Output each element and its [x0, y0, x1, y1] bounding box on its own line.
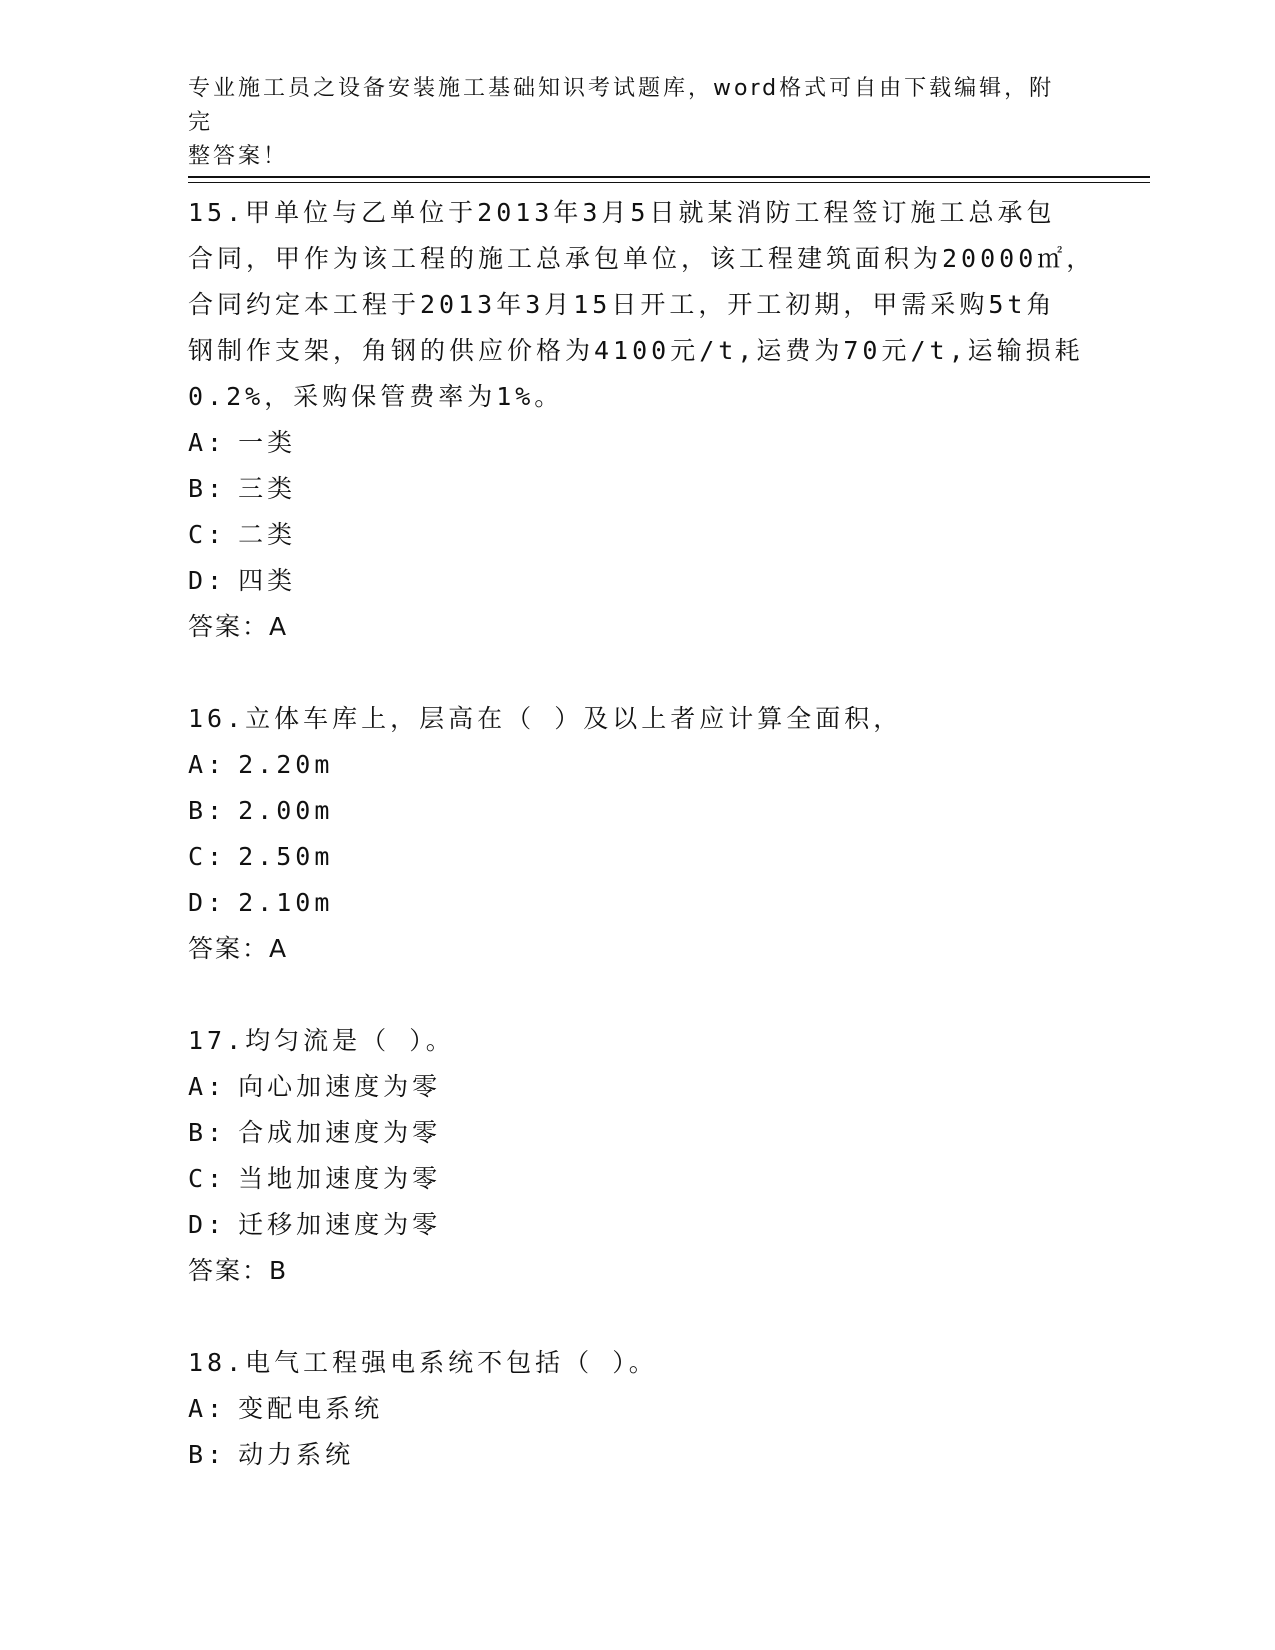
- option-text: 当地加速度为零: [238, 1164, 442, 1193]
- document-header: [188, 72, 1068, 174]
- option-label: B:: [188, 474, 227, 503]
- option-d: [188, 880, 1088, 926]
- option-text: 二类: [238, 520, 297, 549]
- option-a: [188, 1064, 1088, 1110]
- option-a: [188, 742, 1088, 788]
- option-text: 向心加速度为零: [238, 1072, 442, 1101]
- question-stem-line: 钢制作支架，角钢的供应价格为4100元/t,运费为70元/t,运输损耗: [188, 336, 1084, 365]
- option-text: 迁移加速度为零: [238, 1210, 442, 1239]
- option-label: B:: [188, 1118, 227, 1147]
- option-text: 合成加速度为零: [238, 1118, 442, 1147]
- option-text: 2.00m: [238, 796, 334, 825]
- header-line-2: 整答案！: [188, 144, 289, 169]
- option-label: D:: [188, 888, 227, 917]
- option-text: 三类: [238, 474, 297, 503]
- question-list: [188, 190, 1096, 1524]
- question-stem-line: 18.电气工程强电系统不包括（ ）。: [188, 1348, 658, 1377]
- option-text: 2.10m: [238, 888, 334, 917]
- option-text: 动力系统: [238, 1440, 355, 1469]
- option-label: D:: [188, 566, 227, 595]
- question-stem-line: 17.均匀流是（ ）。: [188, 1026, 455, 1055]
- option-text: 四类: [238, 566, 297, 595]
- option-label: A:: [188, 1394, 227, 1423]
- option-c: [188, 1156, 1088, 1202]
- option-label: C:: [188, 842, 227, 871]
- question-stem-line: 0.2%，采购保管费率为1%。: [188, 382, 564, 411]
- question-15: [188, 190, 1096, 650]
- option-a: [188, 420, 1088, 466]
- option-b: [188, 466, 1088, 512]
- option-b: [188, 788, 1088, 834]
- answer-line: 答案：A: [188, 934, 289, 963]
- option-label: A:: [188, 428, 227, 457]
- option-b: [188, 1432, 1088, 1478]
- option-b: [188, 1110, 1088, 1156]
- question-16: [188, 696, 1088, 972]
- option-text: 2.50m: [238, 842, 334, 871]
- option-d: [188, 1202, 1088, 1248]
- option-label: C:: [188, 1164, 227, 1193]
- header-line-1: 专业施工员之设备安装施工基础知识考试题库，word格式可自由下载编辑，附完: [188, 76, 1055, 135]
- option-label: A:: [188, 1072, 227, 1101]
- option-label: D:: [188, 1210, 227, 1239]
- header-divider-thick: [188, 176, 1150, 178]
- question-stem-line: 合同，甲作为该工程的施工总承包单位，该工程建筑面积为20000㎡，: [188, 244, 1096, 273]
- option-c: [188, 512, 1088, 558]
- option-text: 一类: [238, 428, 297, 457]
- question-stem-line: 合同约定本工程于2013年3月15日开工，开工初期，甲需采购5t角: [188, 290, 1056, 319]
- option-a: [188, 1386, 1088, 1432]
- question-stem-line: 16.立体车库上，层高在（ ）及以上者应计算全面积，: [188, 704, 903, 733]
- option-text: 变配电系统: [238, 1394, 384, 1423]
- question-17: [188, 1018, 1088, 1294]
- answer-line: 答案：B: [188, 1256, 289, 1285]
- answer-line: 答案：A: [188, 612, 289, 641]
- option-label: B:: [188, 796, 227, 825]
- option-text: 2.20m: [238, 750, 334, 779]
- option-label: C:: [188, 520, 227, 549]
- question-18: [188, 1340, 1088, 1478]
- option-d: [188, 558, 1088, 604]
- option-label: A:: [188, 750, 227, 779]
- option-label: B:: [188, 1440, 227, 1469]
- option-c: [188, 834, 1088, 880]
- question-stem-line: 15.甲单位与乙单位于2013年3月5日就某消防工程签订施工总承包: [188, 198, 1056, 227]
- header-divider-thin: [188, 182, 1150, 183]
